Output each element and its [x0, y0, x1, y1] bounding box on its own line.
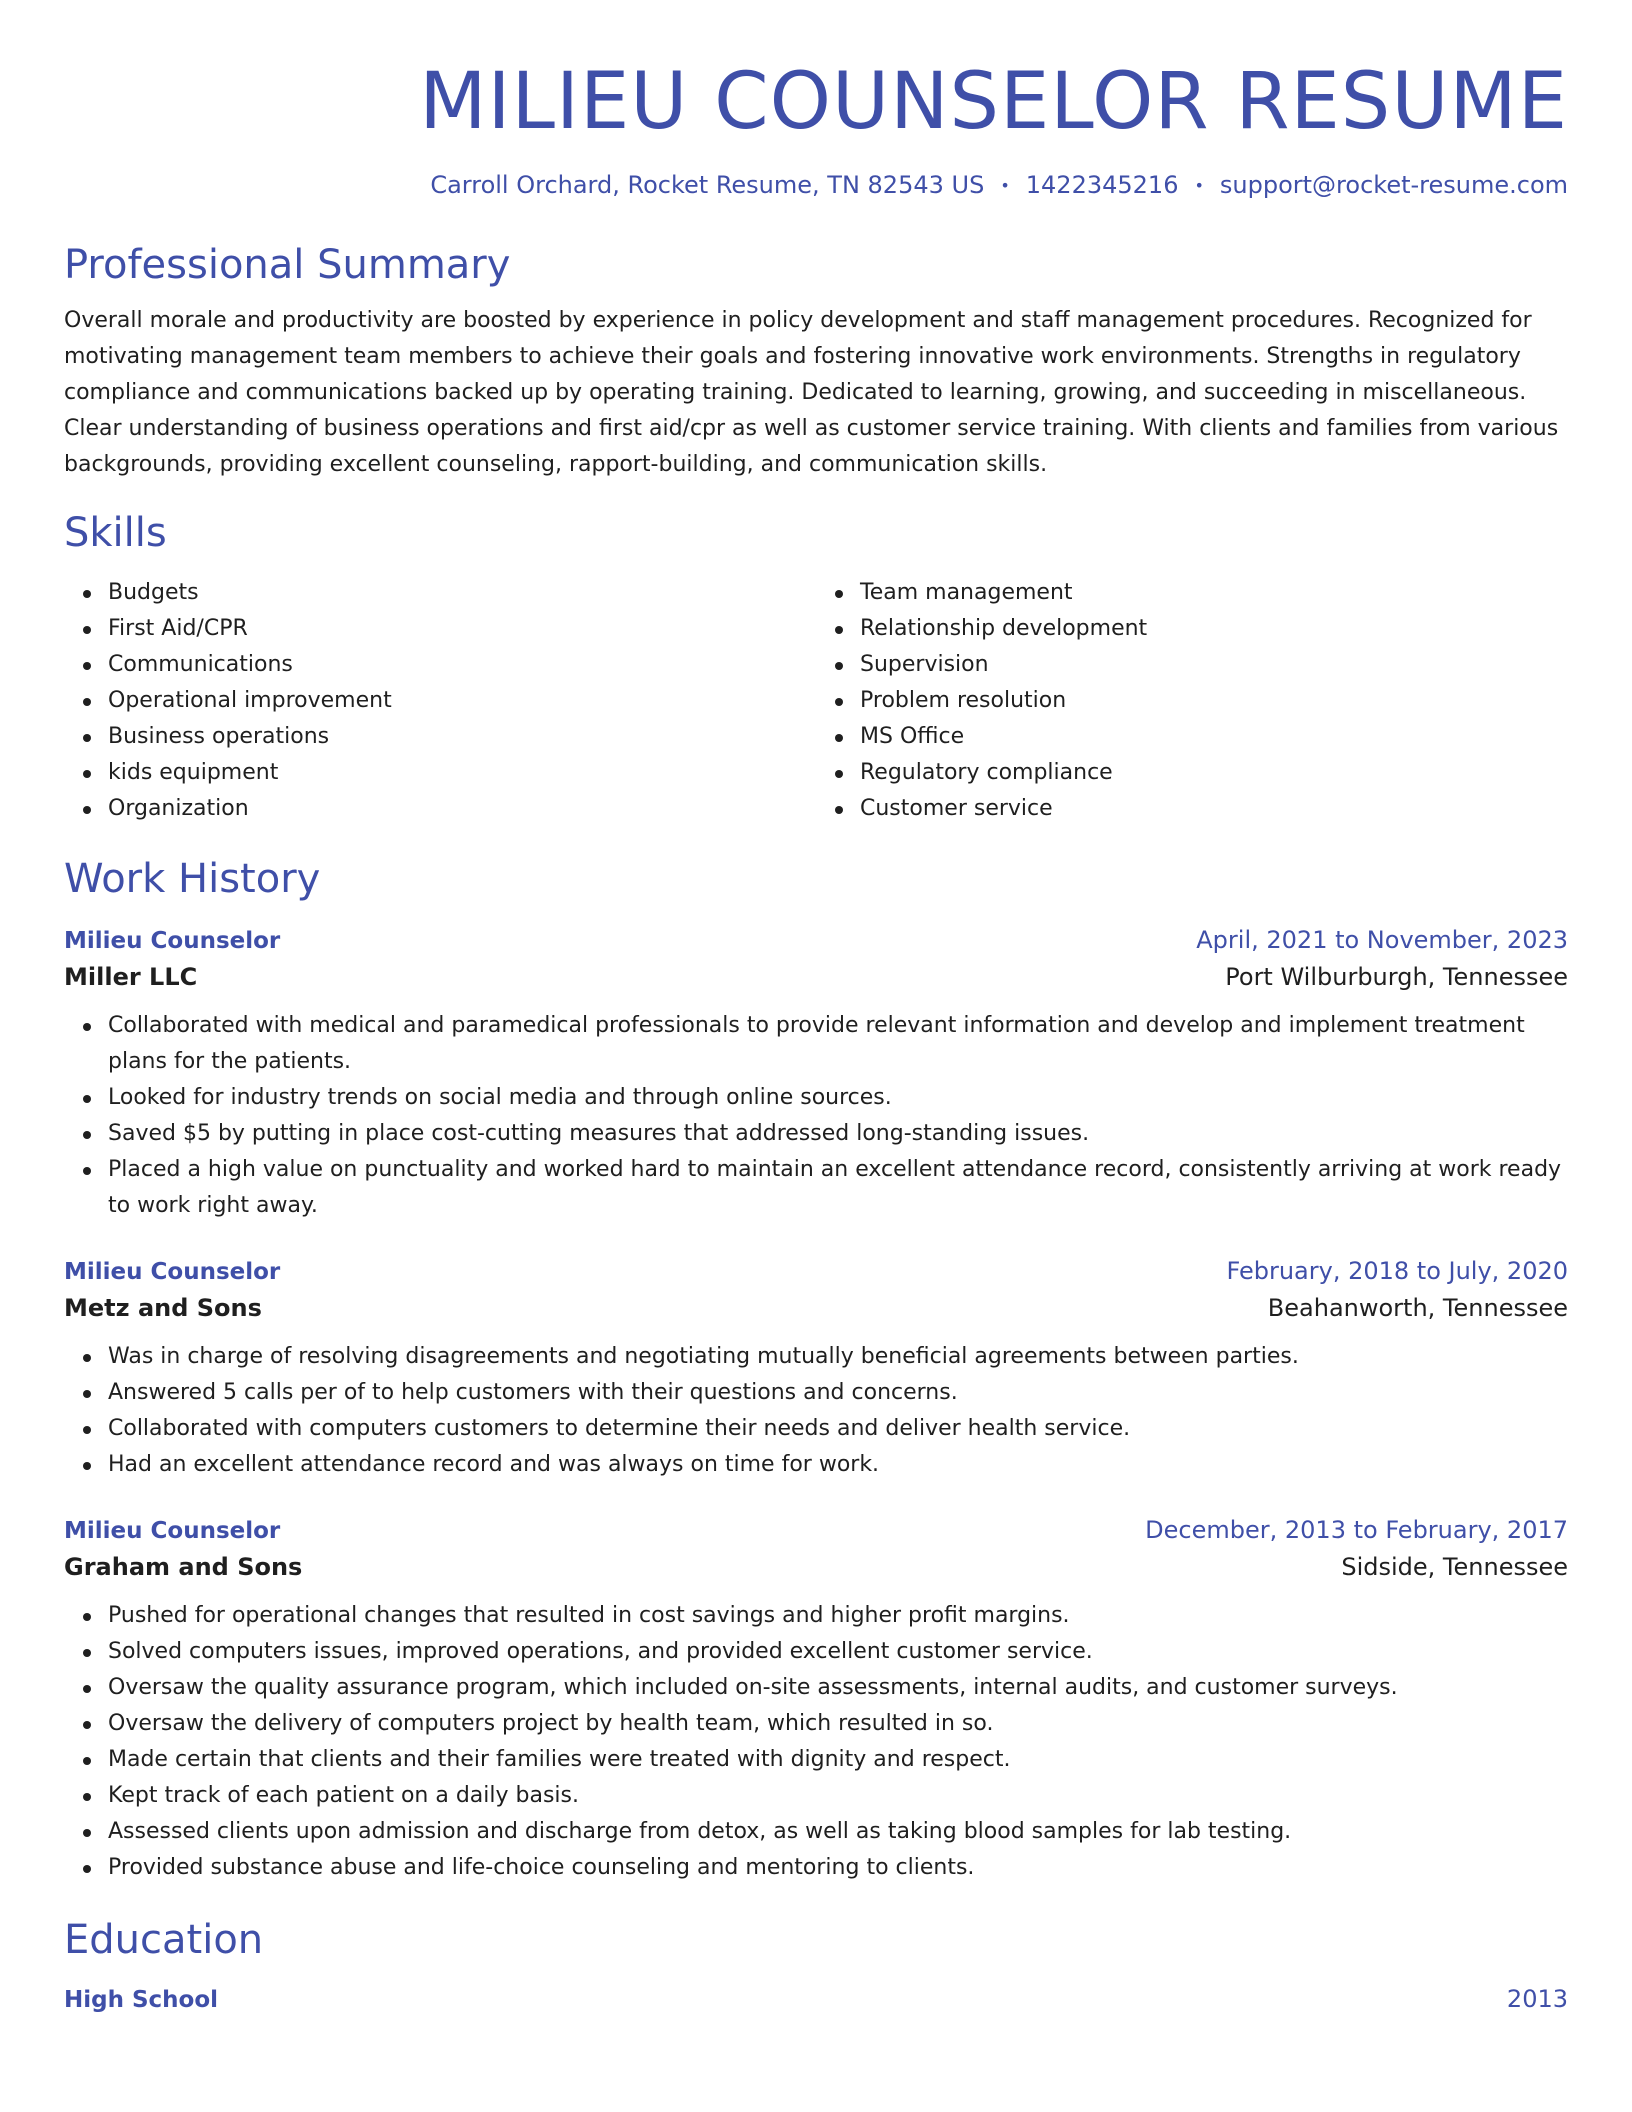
- contact-email: support@rocket-resume.com: [1219, 171, 1568, 199]
- skills-list-right: [816, 575, 1568, 827]
- job-company-row: [64, 1289, 1568, 1327]
- job-entry: [64, 923, 1568, 1224]
- resume-header: [64, 0, 1568, 203]
- work-history-section: [64, 853, 1568, 1886]
- job-duty: Made certain that clients and their families were treated with dignity and respect.: [108, 1742, 1568, 1778]
- skills-columns: [64, 575, 1568, 827]
- skill-item: First Aid/CPR: [108, 611, 816, 647]
- skills-section: [64, 507, 1568, 827]
- job-company: Graham and Sons: [64, 1553, 303, 1581]
- job-entry: [64, 1513, 1568, 1886]
- education-heading: Education: [64, 1917, 264, 1963]
- job-dates: February, 2018 to July, 2020: [1226, 1257, 1568, 1285]
- job-duty: Solved computers issues, improved operations, and provided excellent customer service.: [108, 1634, 1568, 1670]
- job-title: Milieu Counselor: [64, 1518, 281, 1544]
- resume-title: MILIEU COUNSELOR RESUME: [419, 57, 1568, 147]
- skill-item: Budgets: [108, 575, 816, 611]
- job-duties: [64, 1008, 1568, 1224]
- education-entry: [64, 1982, 1568, 2017]
- skill-item: Organization: [108, 791, 816, 827]
- job-duty: Collaborated with medical and paramedical professionals to provide relevant information and develop and implement treatment plans for the patients.: [108, 1008, 1568, 1080]
- job-duty: Oversaw the delivery of computers project by health team, which resulted in so.: [108, 1706, 1568, 1742]
- job-title: Milieu Counselor: [64, 1259, 281, 1285]
- job-duties: [64, 1598, 1568, 1886]
- skill-item: kids equipment: [108, 755, 816, 791]
- job-location: Beahanworth, Tennessee: [1267, 1294, 1568, 1322]
- skill-item: Team management: [860, 575, 1568, 611]
- job-title-row: [64, 923, 1568, 958]
- skill-item: Business operations: [108, 719, 816, 755]
- job-company-row: [64, 1548, 1568, 1586]
- job-company-row: [64, 958, 1568, 996]
- skill-item: Operational improvement: [108, 683, 816, 719]
- job-duties: [64, 1339, 1568, 1483]
- job-duty: Provided substance abuse and life-choice counseling and mentoring to clients.: [108, 1850, 1568, 1886]
- job-dates: April, 2021 to November, 2023: [1196, 926, 1568, 954]
- job-duty: Oversaw the quality assurance program, which included on-site assessments, internal audits, and customer surveys.: [108, 1670, 1568, 1706]
- contact-separator: •: [1000, 176, 1010, 195]
- skill-item: Customer service: [860, 791, 1568, 827]
- skill-item: Regulatory compliance: [860, 755, 1568, 791]
- summary-text: Overall morale and productivity are boosted by experience in policy development and staff management procedures. Recognized for motivating management team members to achieve their goals and fostering innovative work environments. Strengths in regulatory compliance and communications backed up by operating training. Dedicated to learning, growing, and succeeding in miscellaneous. Clear understanding of business operations and first aid/cpr as well as customer service training. With clients and families from various backgrounds, providing excellent counseling, rapport-building, and communication skills.: [64, 308, 1559, 477]
- job-duty: Answered 5 calls per of to help customers with their questions and concerns.: [108, 1375, 1568, 1411]
- contact-address: Carroll Orchard, Rocket Resume, TN 82543 US: [430, 171, 985, 199]
- job-title-row: [64, 1513, 1568, 1548]
- education-degree: High School: [64, 1987, 219, 2013]
- summary-section: [64, 239, 1568, 483]
- job-duty: Had an excellent attendance record and was always on time for work.: [108, 1447, 1568, 1483]
- job-location: Sidside, Tennessee: [1341, 1553, 1568, 1581]
- education-section: [64, 1914, 1568, 2017]
- job-duty: Saved $5 by putting in place cost-cutting measures that addressed long-standing issues.: [108, 1116, 1568, 1152]
- contact-separator: •: [1194, 176, 1204, 195]
- summary-heading: Professional Summary: [64, 242, 511, 288]
- job-title-row: [64, 1254, 1568, 1289]
- job-entry: [64, 1254, 1568, 1483]
- job-company: Metz and Sons: [64, 1294, 262, 1322]
- job-location: Port Wilburburgh, Tennessee: [1225, 963, 1568, 991]
- skill-item: Supervision: [860, 647, 1568, 683]
- skill-item: Relationship development: [860, 611, 1568, 647]
- skills-list-left: [64, 575, 816, 827]
- work-history-heading: Work History: [64, 856, 321, 902]
- contact-line: [64, 168, 1568, 203]
- skills-heading: Skills: [64, 510, 167, 556]
- education-year: 2013: [1506, 1985, 1568, 2013]
- job-title: Milieu Counselor: [64, 928, 281, 954]
- job-duty: Looked for industry trends on social media and through online sources.: [108, 1080, 1568, 1116]
- skill-item: MS Office: [860, 719, 1568, 755]
- contact-phone: 1422345216: [1025, 171, 1179, 199]
- job-duty: Pushed for operational changes that resulted in cost savings and higher profit margins.: [108, 1598, 1568, 1634]
- job-duty: Assessed clients upon admission and discharge from detox, as well as taking blood samples for lab testing.: [108, 1814, 1568, 1850]
- job-company: Miller LLC: [64, 963, 198, 991]
- resume-page: [64, 0, 1568, 2017]
- job-duty: Kept track of each patient on a daily basis.: [108, 1778, 1568, 1814]
- skill-item: Communications: [108, 647, 816, 683]
- job-dates: December, 2013 to February, 2017: [1145, 1516, 1568, 1544]
- job-duty: Placed a high value on punctuality and worked hard to maintain an excellent attendance record, consistently arriving at work ready to work right away.: [108, 1152, 1568, 1224]
- job-duty: Was in charge of resolving disagreements and negotiating mutually beneficial agreements between parties.: [108, 1339, 1568, 1375]
- skill-item: Problem resolution: [860, 683, 1568, 719]
- job-duty: Collaborated with computers customers to determine their needs and deliver health service.: [108, 1411, 1568, 1447]
